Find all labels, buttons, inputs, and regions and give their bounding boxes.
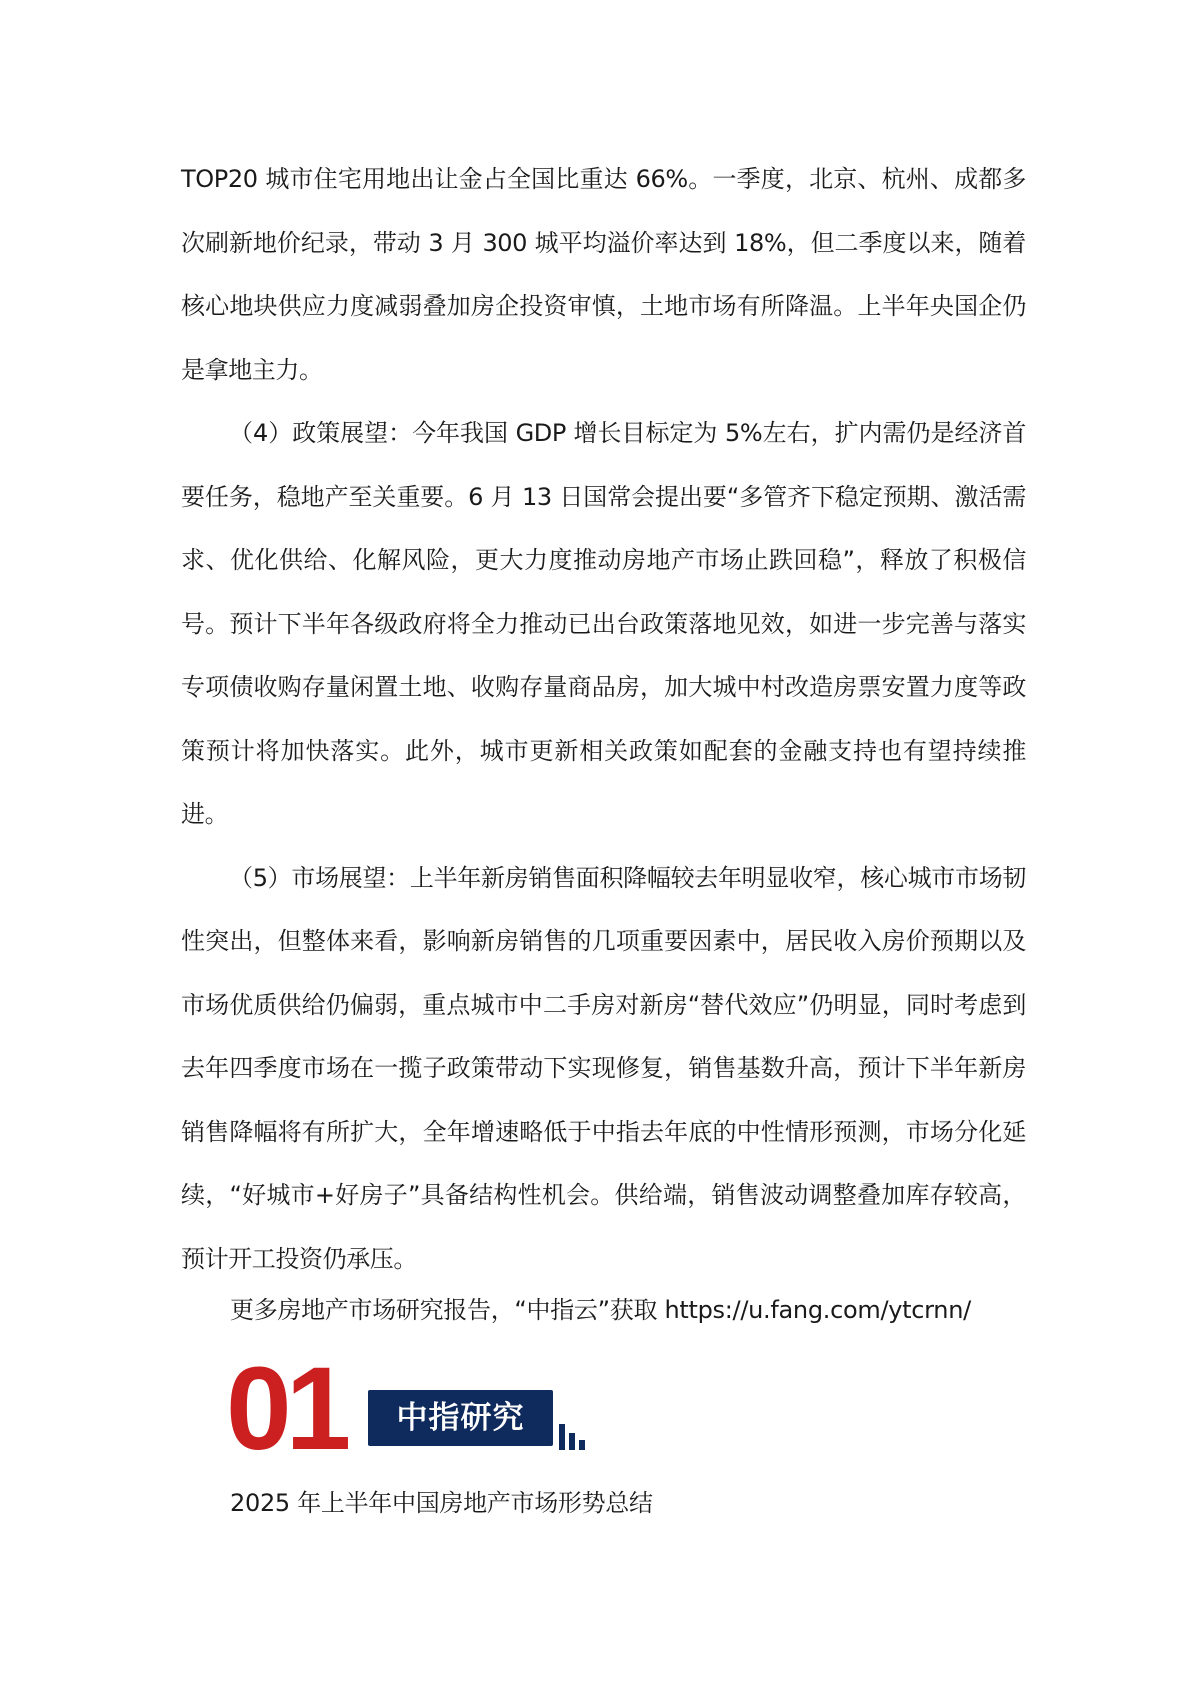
bar-chart-icon-bar: [569, 1433, 575, 1450]
body-text: [181, 148, 1026, 1291]
paragraph-policy-outlook: （4）政策展望：今年我国 GDP 增长目标定为 5%左右，扩内需仍是经济首要任务，稳地产至关重要。6 月 13 日国常会提出要“多管齐下稳定预期、激活需求、优化供给、化解风险，更大力度推动房地产市场止跌回稳”，释放了积极信号。预计下半年各级政府将全力推动已出台政策落地见效，如进一步完善与落实专项债收购存量闲置土地、收购存量商品房，加大城中村改造房票安置力度等政策预计将加快落实。此外，城市更新相关政策如配套的金融支持也有望持续推进。: [181, 419, 1026, 828]
bar-chart-icon-bar: [559, 1424, 565, 1450]
bar-chart-icon-bar: [579, 1440, 585, 1450]
bar-chart-icon: [559, 1410, 599, 1450]
section-caption: 2025 年上半年中国房地产市场形势总结: [230, 1489, 653, 1517]
paragraph-land-market: TOP20 城市住宅用地出让金占全国比重达 66%。一季度，北京、杭州、成都多次刷新地价纪录，带动 3 月 300 城平均溢价率达到 18%，但二季度以来，随着核心地块供应力度减弱叠加房企投资审慎，土地市场有所降温。上半年央国企仍是拿地主力。: [181, 165, 1026, 384]
section-number: 01: [226, 1343, 346, 1475]
paragraph-market-outlook: （5）市场展望：上半年新房销售面积降幅较去年明显收窄，核心城市市场韧性突出，但整体来看，影响新房销售的几项重要因素中，居民收入房价预期以及市场优质供给仍偏弱，重点城市中二手房对新房“替代效应”仍明显，同时考虑到去年四季度市场在一揽子政策带动下实现修复，销售基数升高，预计下半年新房销售降幅将有所扩大，全年增速略低于中指去年底的中性情形预测，市场分化延续，“好城市+好房子”具备结构性机会。供给端，销售波动调整叠加库存较高，预计开工投资仍承压。: [181, 863, 1026, 1273]
more-reports-link[interactable]: 更多房地产市场研究报告，“中指云”获取 https://u.fang.com/ytcrnn/: [230, 1296, 971, 1324]
brand-logo: [368, 1390, 553, 1446]
brand-logo-text: 中指研究: [396, 1400, 525, 1436]
section-header: [226, 1343, 646, 1475]
